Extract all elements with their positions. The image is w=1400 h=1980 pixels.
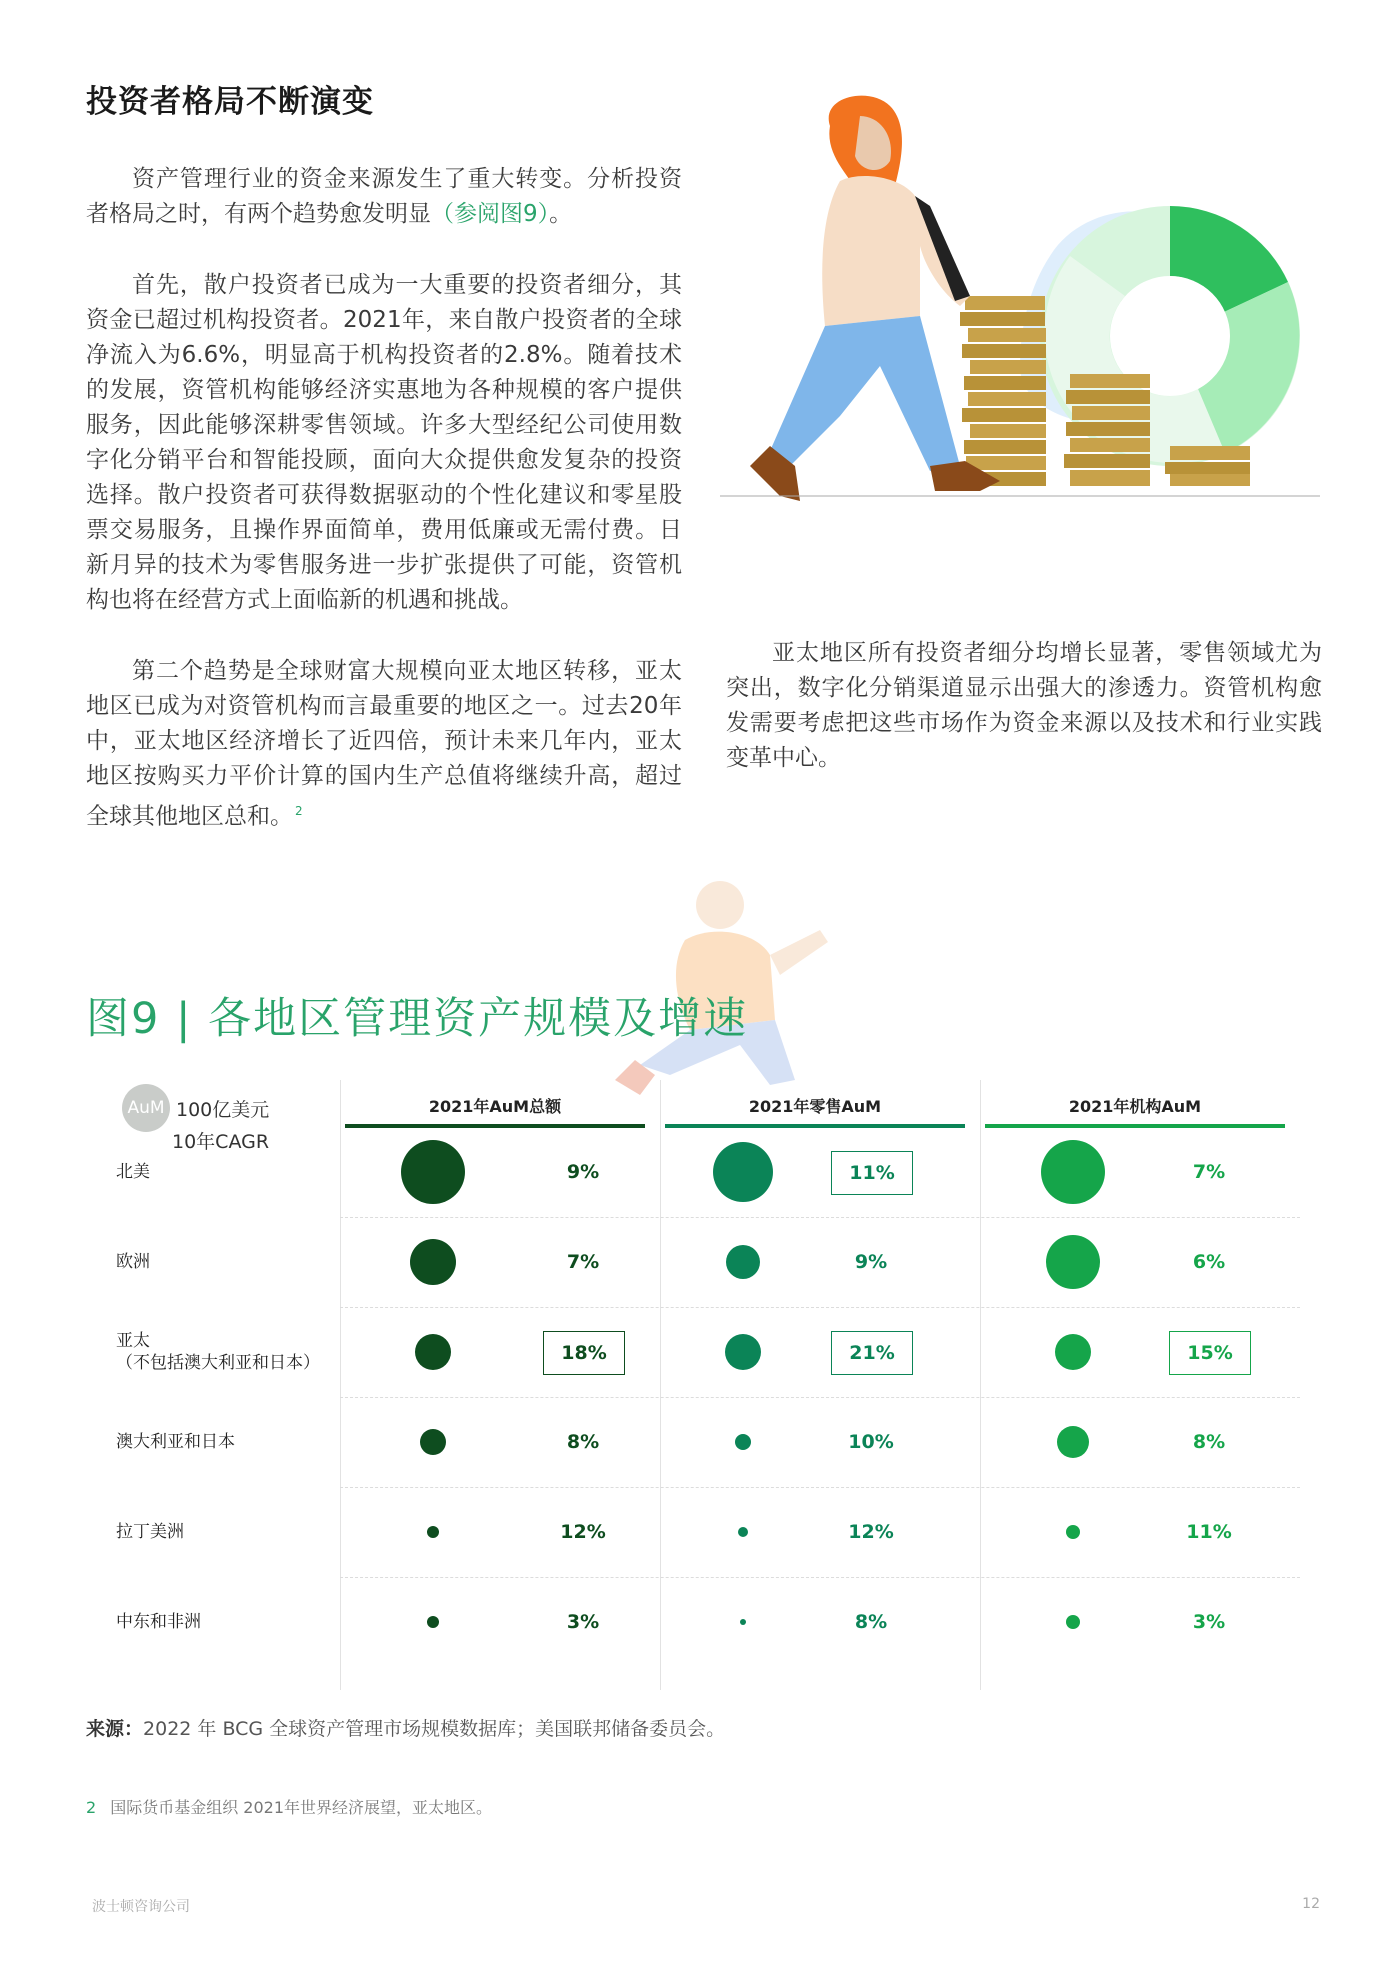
cagr-value: 7% xyxy=(566,1251,600,1273)
column-separator xyxy=(340,1080,341,1690)
cagr-value: 18% xyxy=(543,1331,625,1375)
column-separator xyxy=(980,1080,981,1690)
cagr-value: 8% xyxy=(1192,1431,1226,1453)
cagr-value: 12% xyxy=(560,1521,606,1543)
aum-bubble xyxy=(740,1619,746,1625)
row-divider xyxy=(340,1397,1300,1398)
footer-org: 波士顿咨询公司 xyxy=(92,1899,190,1915)
region-label: 拉丁美洲 xyxy=(116,1522,184,1542)
cagr-value: 9% xyxy=(854,1251,888,1273)
column-header: 2021年AuM总额 xyxy=(428,1097,562,1116)
paragraph-4: 亚太地区所有投资者细分均增长显著，零售领域尤为突出，数字化分销渠道显示出强大的渗透力。资管机构愈发需要考虑把这些市场作为资金来源以及技术和行业实践变革中心。 xyxy=(726,640,1322,771)
aum-bubble xyxy=(725,1334,761,1370)
cagr-value: 10% xyxy=(848,1431,894,1453)
row-divider xyxy=(340,1217,1300,1218)
cagr-value: 11% xyxy=(1186,1521,1232,1543)
figure-title: 图9 | 各地区管理资产规模及增速 xyxy=(86,994,749,1044)
aum-bubble xyxy=(420,1429,446,1455)
column-header-underline xyxy=(665,1124,965,1128)
region-label: 中东和非洲 xyxy=(116,1612,201,1632)
cagr-value: 8% xyxy=(566,1431,600,1453)
region-label: 欧洲 xyxy=(116,1252,150,1272)
aum-bubble xyxy=(738,1527,748,1537)
aum-bubble xyxy=(726,1245,760,1279)
investor-illustration xyxy=(720,86,1320,526)
aum-bubble xyxy=(1057,1426,1089,1458)
aum-bubble xyxy=(427,1526,439,1538)
row-divider xyxy=(340,1307,1300,1308)
cagr-value: 12% xyxy=(848,1521,894,1543)
region-sublabel: （不包括澳大利亚和日本） xyxy=(116,1353,320,1373)
legend-cagr: 10年CAGR xyxy=(172,1131,270,1153)
aum-bubble xyxy=(1041,1140,1105,1204)
column-header-underline xyxy=(985,1124,1285,1128)
aum-bubble xyxy=(1055,1334,1091,1370)
source-note: 来源：2022 年 BCG 全球资产管理市场规模数据库；美国联邦储备委员会。 xyxy=(86,1718,726,1740)
footnote-marker[interactable]: 2 xyxy=(295,804,303,818)
row-divider xyxy=(340,1577,1300,1578)
aum-legend-bubble: AuM xyxy=(122,1084,170,1132)
column-header: 2021年机构AuM xyxy=(1068,1097,1202,1116)
cagr-value: 8% xyxy=(854,1611,888,1633)
region-label: 澳大利亚和日本 xyxy=(116,1432,235,1452)
aum-bubble xyxy=(713,1142,773,1202)
region-label: 北美 xyxy=(116,1162,150,1182)
aum-bubble xyxy=(735,1434,751,1450)
cagr-value: 11% xyxy=(831,1151,913,1195)
paragraph-2: 首先，散户投资者已成为一大重要的投资者细分，其资金已超过机构投资者。2021年，来自散户投资者的全球净流入为6.6%，明显高于机构投资者的2.8%。随着技术的发展，资管机构能够经济实惠地为各种规模的客户提供服务，因此能够深耕零售领域。许多大型经纪公司使用数字化分销平台和智能投顾，面向大众提供愈发复杂的投资选择。散户投资者可获得数据驱动的个性化建议和零星股票交易服务，且操作界面简单，费用低廉或无需付费。日新月异的技术为零售服务进一步扩张提供了可能，资管机构也将在经营方式上面临新的机遇和挑战。 xyxy=(86,272,682,613)
cagr-value: 3% xyxy=(1192,1611,1226,1633)
cagr-value: 7% xyxy=(1192,1161,1226,1183)
left-text-column xyxy=(86,162,682,835)
aum-bubble xyxy=(1066,1615,1080,1629)
section-heading: 投资者格局不断演变 xyxy=(86,84,374,120)
legend-unit: 100亿美元 xyxy=(176,1099,270,1121)
aum-bubble xyxy=(410,1239,456,1285)
column-separator xyxy=(660,1080,661,1690)
column-header: 2021年零售AuM xyxy=(748,1097,882,1116)
paragraph-1: 资产管理行业的资金来源发生了重大转变。分析投资者格局之时，有两个趋势愈发明显（参阅图9）。 xyxy=(86,166,682,227)
footnote: 2 国际货币基金组织 2021年世界经济展望，亚太地区。 xyxy=(86,1798,492,1817)
region-label: 亚太 （不包括澳大利亚和日本） xyxy=(116,1331,320,1373)
aum-bubble xyxy=(1046,1235,1100,1289)
cagr-value: 9% xyxy=(566,1161,600,1183)
cagr-value: 3% xyxy=(566,1611,600,1633)
cagr-value: 21% xyxy=(831,1331,913,1375)
column-header-underline xyxy=(345,1124,645,1128)
row-divider xyxy=(340,1487,1300,1488)
page-number: 12 xyxy=(1302,1896,1320,1912)
figure-reference-link[interactable]: （参阅图9） xyxy=(431,201,550,227)
aum-bubble xyxy=(415,1334,451,1370)
walking-woman-figure xyxy=(750,96,1000,501)
cagr-value: 15% xyxy=(1169,1331,1251,1375)
aum-bubble xyxy=(1066,1525,1080,1539)
aum-bubble xyxy=(427,1616,439,1628)
cagr-value: 6% xyxy=(1192,1251,1226,1273)
right-text-column xyxy=(726,636,1322,776)
paragraph-3: 第二个趋势是全球财富大规模向亚太地区转移，亚太地区已成为对资管机构而言最重要的地区之一。过去20年中，亚太地区经济增长了近四倍，预计未来几年内，亚太地区按购买力平价计算的国内生产总值将继续升高，超过全球其他地区总和。 $^2$ xyxy=(86,658,682,830)
aum-bubble xyxy=(401,1140,465,1204)
